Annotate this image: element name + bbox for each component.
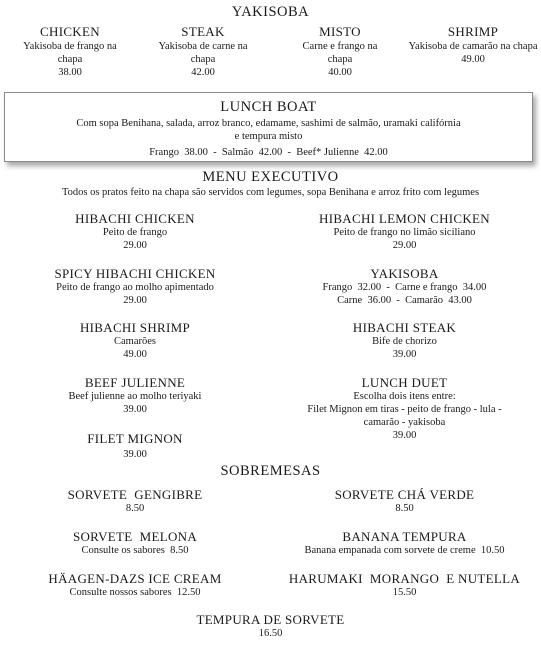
item-name: HIBACHI LEMON CHICKEN bbox=[319, 211, 490, 226]
item-price: 38.00 bbox=[58, 67, 82, 78]
item-name: BANANA TEMPURA bbox=[342, 529, 467, 544]
item-desc: Yakisoba de frango na chapa bbox=[23, 41, 117, 65]
exec-item-beef-julienne bbox=[10, 375, 260, 416]
lunch-boat-box bbox=[4, 92, 533, 162]
item-desc: Carne e frango na chapa bbox=[302, 41, 378, 65]
yakisoba-item-shrimp bbox=[405, 24, 541, 66]
item-desc: Beef julienne ao molho teriyaki bbox=[68, 391, 202, 402]
item-name: CHICKEN bbox=[40, 24, 100, 39]
item-name: HARUMAKI MORANGO E NUTELLA bbox=[288, 571, 521, 586]
item-name: SPICY HIBACHI CHICKEN bbox=[54, 266, 216, 281]
item-desc-line1: Frango 32.00 - Carne e frango 34.00 bbox=[322, 282, 487, 293]
exec-item-hibachi-lemon-chicken bbox=[277, 211, 532, 252]
item-price: 39.00 bbox=[392, 430, 417, 441]
menu-executivo-title: MENU EXECUTIVO bbox=[202, 169, 339, 185]
exec-item-filet-mignon bbox=[10, 431, 260, 461]
yakisoba-item-steak bbox=[138, 24, 268, 79]
item-name: YAKISOBA bbox=[370, 266, 439, 281]
item-price: 49.00 bbox=[123, 349, 147, 360]
item-desc: Consulte os sabores 8.50 bbox=[81, 545, 189, 556]
item-name: SORVETE GENGIBRE bbox=[67, 487, 203, 502]
item-desc-line2: Carne 36.00 - Camarão 43.00 bbox=[337, 295, 472, 306]
exec-item-yakisoba bbox=[277, 266, 532, 307]
item-desc: Yakisoba de carne na chapa bbox=[158, 41, 248, 65]
item-desc: Consulte nossos sabores 12.50 bbox=[69, 587, 201, 598]
item-name: SHRIMP bbox=[447, 24, 499, 39]
item-price: 8.50 bbox=[395, 503, 414, 514]
item-desc: Peito de frango bbox=[102, 227, 168, 238]
item-desc: Peito de frango ao molho apimentado bbox=[56, 282, 214, 293]
dessert-sorvete-gengibre bbox=[10, 487, 260, 515]
item-desc: Yakisoba de camarão na chapa bbox=[408, 41, 538, 52]
item-name: SORVETE CHÁ VERDE bbox=[334, 487, 475, 502]
dessert-banana-tempura bbox=[277, 529, 532, 557]
item-price: 39.00 bbox=[392, 349, 417, 360]
lunch-boat-desc: Com sopa Benihana, salada, arroz branco, edamame, sashimi de salmão, uramaki califórnia e tempura misto bbox=[76, 118, 461, 142]
item-name: LUNCH DUET bbox=[361, 375, 448, 390]
lunch-boat-prices: Frango 38.00 - Salmão 42.00 - Beef* Julienne 42.00 bbox=[149, 147, 388, 158]
item-price: 42.00 bbox=[191, 67, 215, 78]
exec-item-hibachi-chicken bbox=[10, 211, 260, 252]
yakisoba-title: YAKISOBA bbox=[231, 4, 310, 20]
menu-executivo-subtitle: Todos os pratos feito na chapa são servidos com legumes, sopa Benihana e arroz frito com legumes bbox=[61, 187, 480, 198]
exec-item-lunch-duet bbox=[277, 375, 532, 442]
item-desc-line1: Escolha dois itens entre: bbox=[353, 391, 456, 402]
item-price: 29.00 bbox=[123, 295, 147, 306]
item-name: SORVETE MELONA bbox=[72, 529, 198, 544]
item-desc-line2: Filet Mignon em tiras - peito de frango - lula - bbox=[307, 404, 502, 415]
item-price: 15.50 bbox=[392, 587, 417, 598]
item-name: HIBACHI STEAK bbox=[352, 320, 457, 335]
item-name: HIBACHI CHICKEN bbox=[75, 211, 195, 226]
item-name: TEMPURA DE SORVETE bbox=[196, 612, 345, 627]
lunch-boat-title: LUNCH BOAT bbox=[220, 99, 317, 115]
dessert-harumaki bbox=[277, 571, 532, 599]
yakisoba-item-misto bbox=[275, 24, 405, 79]
item-desc: Banana empanada com sorvete de creme 10.50 bbox=[304, 545, 505, 556]
item-price: 29.00 bbox=[123, 240, 147, 251]
item-desc: Peito de frango no limão siciliano bbox=[333, 227, 476, 238]
item-name: STEAK bbox=[181, 24, 225, 39]
item-price: 49.00 bbox=[461, 54, 485, 65]
item-name: MISTO bbox=[319, 24, 361, 39]
item-price: 8.50 bbox=[125, 503, 145, 514]
dessert-sorvete-melona bbox=[10, 529, 260, 557]
yakisoba-item-chicken bbox=[0, 24, 140, 79]
item-desc-line3: camarão - yakisoba bbox=[363, 417, 446, 428]
exec-item-hibachi-steak bbox=[277, 320, 532, 361]
item-price: 29.00 bbox=[392, 240, 417, 251]
dessert-haagen-dazs bbox=[10, 571, 260, 599]
item-price: 39.00 bbox=[123, 449, 147, 460]
dessert-tempura-de-sorvete bbox=[0, 612, 541, 640]
exec-item-hibachi-shrimp bbox=[10, 320, 260, 361]
item-name: BEEF JULIENNE bbox=[84, 375, 186, 390]
item-name: FILET MIGNON bbox=[87, 431, 183, 446]
item-price: 16.50 bbox=[258, 628, 283, 639]
item-price: 40.00 bbox=[328, 67, 352, 78]
item-desc: Camarões bbox=[114, 336, 156, 347]
item-name: HÄAGEN-DAZS ICE CREAM bbox=[48, 571, 222, 586]
exec-item-spicy-hibachi-chicken bbox=[10, 266, 260, 307]
sobremesas-title: SOBREMESAS bbox=[220, 463, 321, 479]
item-name: HIBACHI SHRIMP bbox=[79, 320, 191, 335]
dessert-sorvete-cha-verde bbox=[277, 487, 532, 515]
item-price: 39.00 bbox=[123, 404, 147, 415]
item-desc: Bife de chorizo bbox=[372, 336, 437, 347]
